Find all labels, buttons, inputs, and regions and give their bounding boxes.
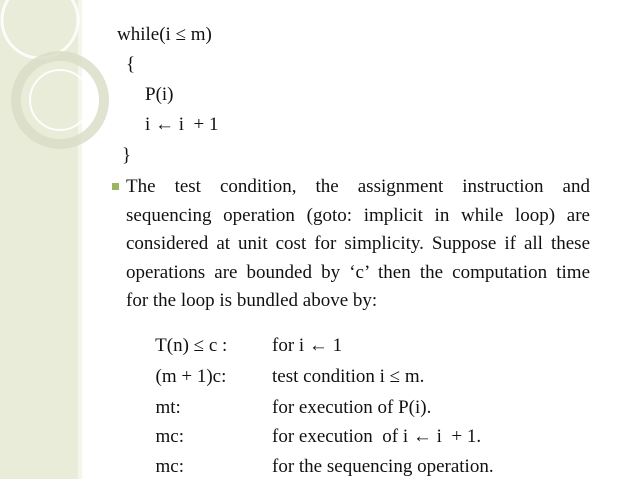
paragraph-line: considered at unit cost for simplicity. Suppose if all these	[126, 233, 590, 255]
code-line-close-brace: }	[122, 145, 132, 166]
paragraph-line: operations are bounded by ‘c’ then the computation time	[126, 261, 590, 283]
cost-desc: for execution of P(i).	[272, 397, 432, 418]
cost-term: T(n) ≤ c :	[155, 335, 228, 356]
cost-desc: for i ← 1	[272, 335, 343, 356]
cost-term: mt:	[155, 397, 181, 418]
explanation-paragraph	[126, 173, 590, 316]
cost-term: mc:	[155, 426, 184, 447]
paragraph-line: sequencing operation (goto: implicit in while loop) are	[126, 204, 590, 226]
paragraph-line: The test condition, the assignment instruction and	[126, 176, 590, 197]
cost-desc: for execution of i ← i + 1.	[272, 426, 482, 447]
code-line-open-brace: {	[126, 54, 136, 75]
cost-term: mc:	[155, 456, 184, 477]
paragraph-line: for the loop is bundled above by:	[126, 290, 378, 312]
code-line-call: P(i)	[145, 84, 174, 105]
bullet-icon	[112, 183, 119, 190]
cost-desc: for the sequencing operation.	[272, 456, 494, 477]
cost-term: (m + 1)c:	[155, 366, 227, 387]
cost-desc: test condition i ≤ m.	[272, 366, 425, 387]
code-line-increment: i ← i + 1	[145, 114, 219, 135]
code-line-while: while(i ≤ m)	[117, 24, 212, 45]
